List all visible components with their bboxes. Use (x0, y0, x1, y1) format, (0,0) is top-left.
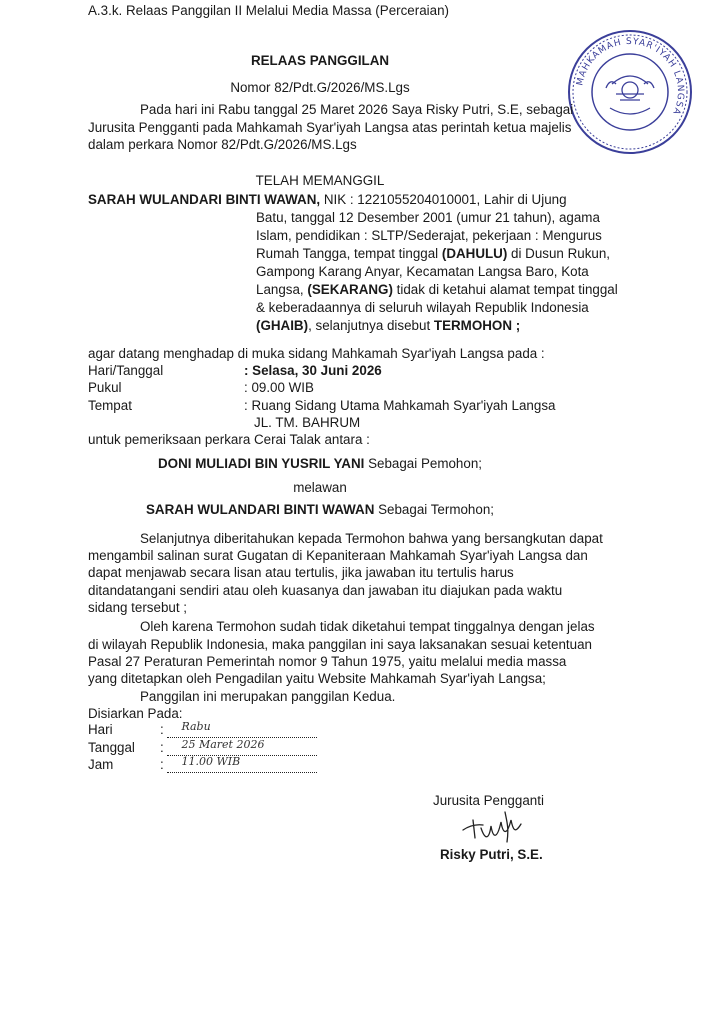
published-hour-label: Jam (88, 757, 114, 772)
para1-line-1: Selanjutnya diberitahukan kepada Termohon bahwa yang bersangkutan dapat (140, 531, 603, 546)
case-intro: untuk pemeriksaan perkara Cerai Talak antara : (88, 432, 370, 447)
summons-place-value-2: JL. TM. BAHRUM (254, 415, 361, 430)
respondent-line-4: Rumah Tangga, tempat tinggal (DAHULU) di Dusun Rukun, (256, 246, 611, 261)
published-day-handwriting: Rabu (181, 720, 211, 733)
signature-icon (455, 808, 565, 848)
calls-heading: TELAH MEMANGGIL (255, 173, 385, 188)
para1-line-2: mengambil salinan surat Gugatan di Kepaniteraan Mahkamah Syar'iyah Langsa dan (88, 548, 588, 563)
published-date-row: : 25 Maret 2026 (160, 739, 317, 756)
seal-text: MAHKAMAH SYAR'IYAH LANGSA (575, 36, 686, 117)
para1-line-3: dapat menjawab secara lisan atau tertulis, jika jawaban itu tertulis harus (88, 565, 514, 580)
published-date-label: Tanggal (88, 740, 135, 755)
dahulu-label: (DAHULU) (441, 246, 508, 261)
summons-day-value: : Selasa, 30 Juni 2026 (244, 363, 382, 378)
para2-line-3: Pasal 27 Peraturan Pemerintah nomor 9 Tahun 1975, yaitu melalui media massa (88, 654, 567, 669)
respondent-party-line (40, 501, 600, 518)
respondent-line-5: Gampong Karang Anyar, Kecamatan Langsa Baro, Kota (256, 264, 589, 279)
summons-day-label: Hari/Tanggal (88, 363, 164, 378)
intro-line-1: Pada hari ini Rabu tanggal 25 Maret 2026 Saya Risky Putri, S.E, sebagai (140, 102, 574, 117)
respondent-line-1 (88, 191, 567, 208)
respondent-line-8: (GHAIB), selanjutnya disebut TERMOHON ; (256, 318, 521, 333)
termohon-label: TERMOHON ; (433, 318, 521, 333)
summons-place-value-1: : Ruang Sidang Utama Mahkamah Syar'iyah Langsa (244, 398, 556, 413)
published-hour-row: : 11.00 WIB (160, 756, 317, 773)
respondent-line-7: & keberadaannya di seluruh wilayah Republik Indonesia (256, 300, 589, 315)
sekarang-label: (SEKARANG) (307, 282, 393, 297)
para2-line-4: yang ditetapkan oleh Pengadilan yaitu Website Mahkamah Syar'iyah Langsa; (88, 671, 546, 686)
para1-line-4: ditandatangani sendiri atau oleh kuasanya dan jawaban itu diajukan pada waktu (88, 583, 563, 598)
case-number: Nomor 82/Pdt.G/2026/MS.Lgs (230, 80, 410, 95)
svg-text:MAHKAMAH SYAR'IYAH LANGSA (575, 37, 685, 117)
petitioner-role: Sebagai Pemohon; (364, 456, 482, 471)
summons-place-label: Tempat (88, 398, 132, 413)
respondent-line-2: Batu, tanggal 12 Desember 2001 (umur 21 tahun), agama (256, 210, 600, 225)
published-hour-handwriting: 11.00 WIB (181, 755, 241, 768)
respondent-name: SARAH WULANDARI BINTI WAWAN, (88, 192, 321, 207)
respondent-party-role: Sebagai Termohon; (374, 502, 494, 517)
summons-time-value: : 09.00 WIB (244, 380, 314, 395)
summons-intro: agar datang menghadap di muka sidang Mahkamah Syar'iyah Langsa pada : (88, 346, 545, 361)
respondent-nik: NIK : 1221055204010001, (320, 192, 481, 207)
published-hour-field (167, 755, 317, 773)
para2-line-1: Oleh karena Termohon sudah tidak diketahui tempat tinggalnya dengan jelas (140, 619, 595, 634)
intro-line-2: Jurusita Pengganti pada Mahkamah Syar'iyah Langsa atas perintah ketua majelis (88, 120, 572, 135)
para2-line-2: di wilayah Republik Indonesia, maka panggilan ini saya laksanakan sesuai ketentuan (88, 637, 592, 652)
respondent-party-name: SARAH WULANDARI BINTI WAWAN (146, 502, 375, 517)
respondent-line-6: Langsa, (SEKARANG) tidak di ketahui alamat tempat tinggal (256, 282, 618, 297)
respondent-line-3: Islam, pendidikan : SLTP/Sederajat, pekerjaan : Mengurus (256, 228, 602, 243)
published-title: Disiarkan Pada: (88, 706, 183, 721)
versus-label: melawan (293, 480, 347, 495)
ghaib-label: (GHAIB) (256, 318, 309, 333)
signature-role: Jurusita Pengganti (433, 793, 544, 808)
document-code: A.3.k. Relaas Panggilan II Melalui Media Massa (Perceraian) (88, 3, 449, 18)
petitioner-name: DONI MULIADI BIN YUSRIL YANI (158, 456, 365, 471)
petitioner-line (40, 455, 600, 472)
para3: Panggilan ini merupakan panggilan Kedua. (140, 689, 396, 704)
published-day-label: Hari (88, 722, 113, 737)
published-day-row: : Rabu (160, 721, 317, 738)
signature-name: Risky Putri, S.E. (440, 847, 543, 862)
respondent-birth: Lahir di Ujung (480, 192, 567, 207)
intro-line-3: dalam perkara Nomor 82/Pdt.G/2026/MS.Lgs (88, 137, 357, 152)
summons-time-label: Pukul (88, 380, 122, 395)
signature-mark (455, 808, 565, 848)
published-date-handwriting: 25 Maret 2026 (181, 738, 265, 751)
para1-line-5: sidang tersebut ; (88, 600, 188, 615)
document-title: RELAAS PANGGILAN (250, 53, 390, 68)
